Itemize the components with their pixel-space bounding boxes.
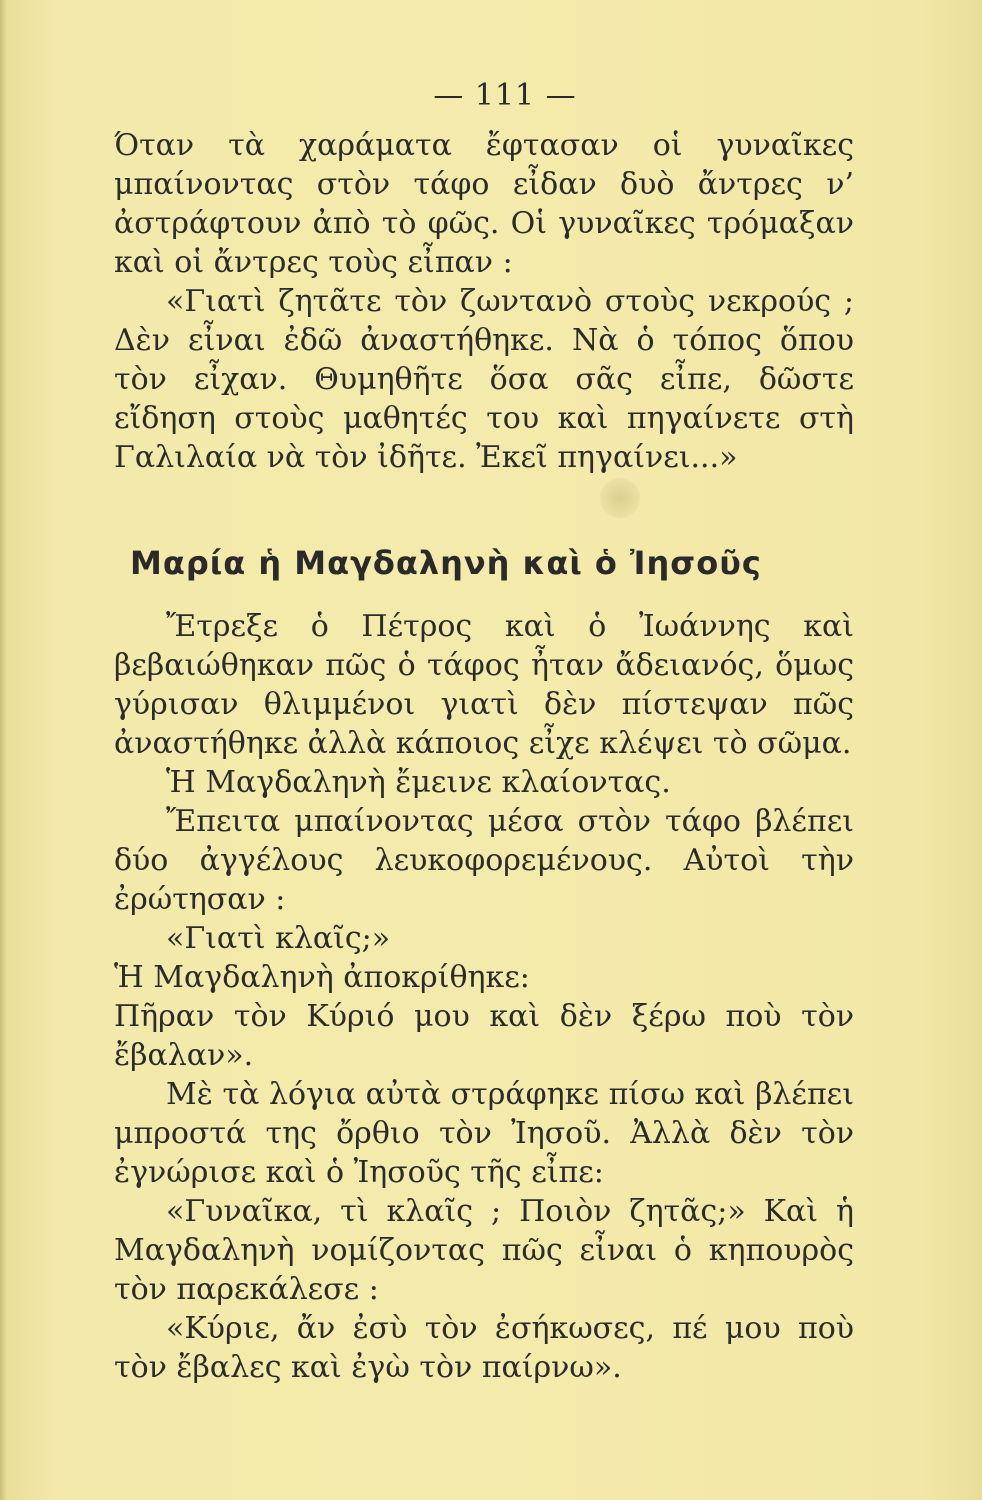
paragraph: «Γιατὶ ζητᾶτε τὸν ζωντανὸ στοὺς νεκρούς ; Δὲν εἶναι ἐδῶ ἀναστήθηκε. Νὰ ὁ τόπος ὅπου τὸν εἶχαν. Θυμηθῆτε ὅσα σᾶς εἶπε, δῶστε εἴδηση στοὺς μαθητές του καὶ πηγαίνετε στὴ Γαλιλαία νὰ τὸν ἰδῆτε. Ἐκεῖ πηγαίνει...» [114, 284, 854, 475]
paragraph: Ἡ Μαγδαληνὴ ἀποκρίθηκε: [114, 960, 530, 995]
paragraph: «Γιατὶ κλαῖς;» [166, 921, 391, 956]
section-heading: Μαρία ἡ Μαγδαληνὴ καὶ ὁ Ἰησοῦς [130, 544, 762, 582]
paragraph: Όταν τὰ χαράματα ἔφτασαν οἱ γυναῖκες μπαίνοντας στὸν τάφο εἶδαν δυὸ ἄντρες ν’ ἀστράφτουν ἀπὸ τὸ φῶς. Οἱ γυναῖκες τρόμαξαν καὶ οἱ ἄντρες τοὺς εἶπαν : [114, 128, 854, 280]
paragraph: Πῆραν τὸν Κύριό μου καὶ δὲν ξέρω ποὺ τὸν ἔβαλαν». [114, 999, 854, 1073]
paragraph: Ἔτρεξε ὁ Πέτρος καὶ ὁ Ἰωάννης καὶ βεβαιώθηκαν πῶς ὁ τάφος ἦταν ἄδειανός, ὅμως γύρισαν θλιμμένοι γιατὶ δὲν πίστεψαν πῶς ἀναστήθηκε ἀλλὰ κάποιος εἶχε κλέψει τὸ σῶμα. [114, 609, 854, 761]
paragraph: «Γυναῖκα, τὶ κλαῖς ; Ποιὸν ζητᾶς;» Καὶ ἡ Μαγδαληνὴ νομίζοντας πῶς εἶναι ὁ κηπουρὸς τὸν παρεκάλεσε : [114, 1194, 854, 1307]
paragraph: Ἔπειτα μπαίνοντας μέσα στὸν τάφο βλέπει δύο ἀγγέλους λευκοφορεμένους. Αὐτοὶ τὴν ἐρώτησαν : [114, 804, 854, 917]
paragraph: Μὲ τὰ λόγια αὐτὰ στράφηκε πίσω καὶ βλέπει μπροστά της ὄρθιο τὸν Ἰησοῦ. Ἀλλὰ δὲν τὸν ἐγνώρισε καὶ ὁ Ἰησοῦς τῆς εἶπε: [114, 1077, 854, 1190]
page-number: — 111 — [433, 78, 577, 113]
paragraph: «Κύριε, ἄν ἐσὺ τὸν ἐσήκωσες, πέ μου ποὺ τὸν ἔβαλες καὶ ἐγὼ τὸν παίρνω». [114, 1311, 854, 1385]
section-1-text [114, 126, 854, 477]
paragraph: Ἡ Μαγδαληνὴ ἔμεινε κλαίοντας. [166, 765, 671, 800]
paper-stain [600, 478, 640, 518]
section-2-text [114, 607, 854, 1387]
page-binding-edge [0, 0, 6, 1500]
